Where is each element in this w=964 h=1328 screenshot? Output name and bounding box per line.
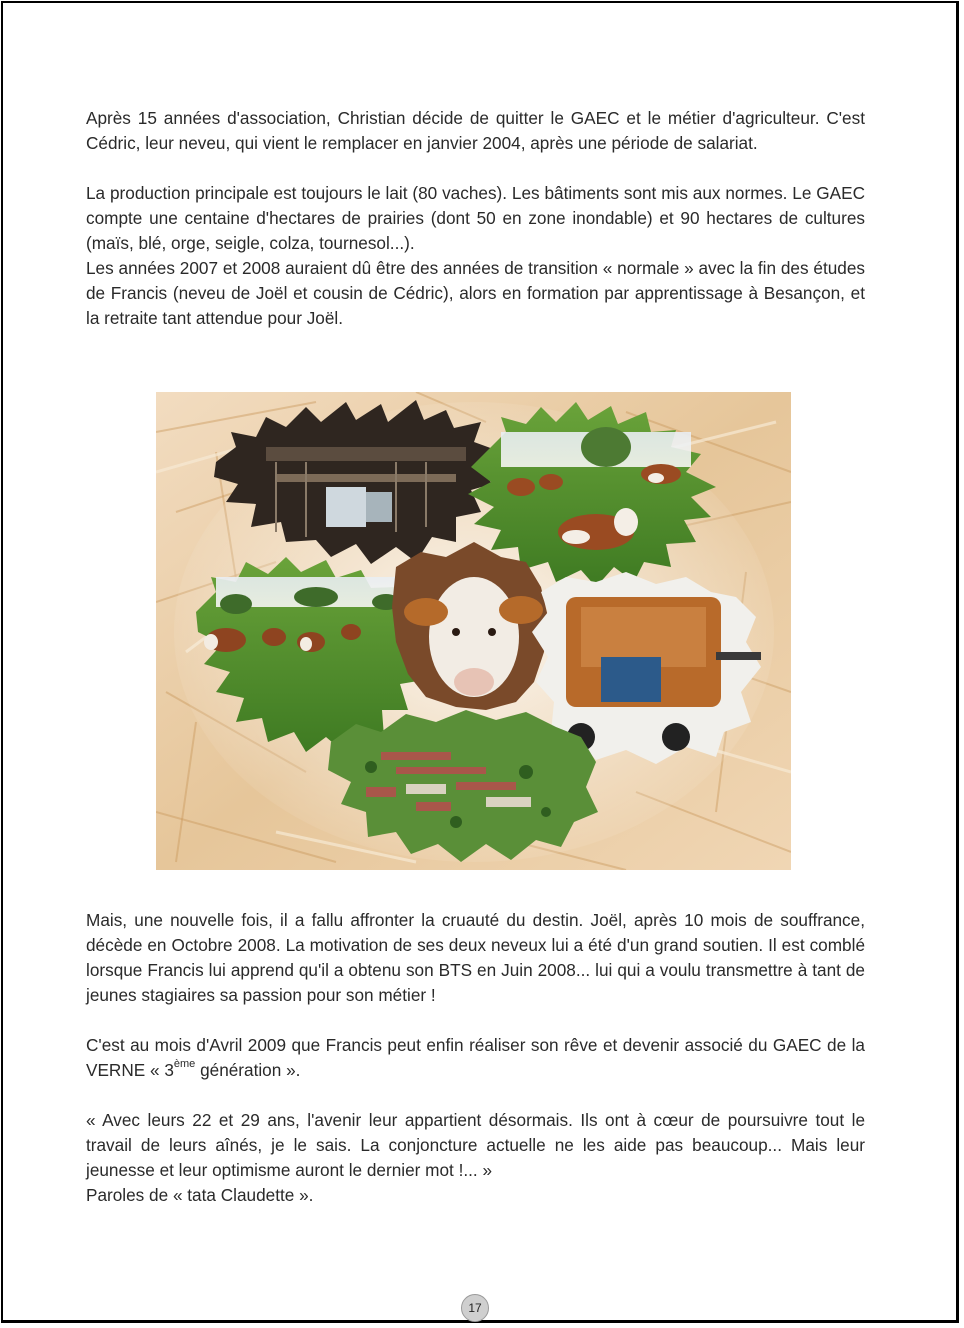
paragraph-production: La production principale est toujours le lait (80 vaches). Les bâtiments sont mis aux normes. Le GAEC compte une centaine d'hectares de prairies (dont 50 en zone inondable) et 90 hectares de cultures (maïs, blé, orge, seigle, colza, tournesol...). bbox=[86, 183, 865, 253]
paragraph-christian: Après 15 années d'association, Christian décide de quitter le GAEC et le métier d'agriculteur. C'est Cédric, leur neveu, qui vient le remplacer en janvier 2004, après une période de salariat. bbox=[86, 108, 865, 153]
francis-text-start: C'est au mois d'Avril 2009 que Francis peut enfin réaliser son rêve et devenir associé du GAEC de la VERNE « 3 bbox=[86, 1035, 865, 1080]
paragraph-transition: Les années 2007 et 2008 auraient dû être des années de transition « normale » avec la fin des études de Francis (neveu de Joël et cousin de Cédric), alors en formation par apprentissage à Besançon, et la retraite tant attendue pour Joël. bbox=[86, 258, 865, 328]
francis-text-end: génération ». bbox=[195, 1060, 301, 1080]
text-block-bottom bbox=[86, 908, 865, 1208]
superscript-eme: ème bbox=[173, 1058, 196, 1071]
paragraph-francis-associe bbox=[86, 1033, 865, 1083]
page-number: 17 bbox=[461, 1294, 489, 1322]
farm-photo-collage bbox=[156, 392, 791, 870]
paragraph-quote: « Avec leurs 22 et 29 ans, l'avenir leur appartient désormais. Ils ont à cœur de poursuivre tout le travail de leurs aînés, je le sais. La conjoncture actuelle ne les aide pas beaucoup... Mais leur jeunesse et leur optimisme auront le dernier mot !... » bbox=[86, 1110, 865, 1180]
paragraph-attribution: Paroles de « tata Claudette ». bbox=[86, 1185, 314, 1205]
text-block-top bbox=[86, 106, 865, 331]
paragraph-destin: Mais, une nouvelle fois, il a fallu affronter la cruauté du destin. Joël, après 10 mois de souffrance, décède en Octobre 2008. La motivation de ses deux neveux lui a été d'un grand soutien. Il est comblé lorsque Francis lui apprend qu'il a obtenu son BTS en Juin 2008... lui qui a voulu transmettre à tant de jeunes stagiaires sa passion pour son métier ! bbox=[86, 910, 865, 1005]
